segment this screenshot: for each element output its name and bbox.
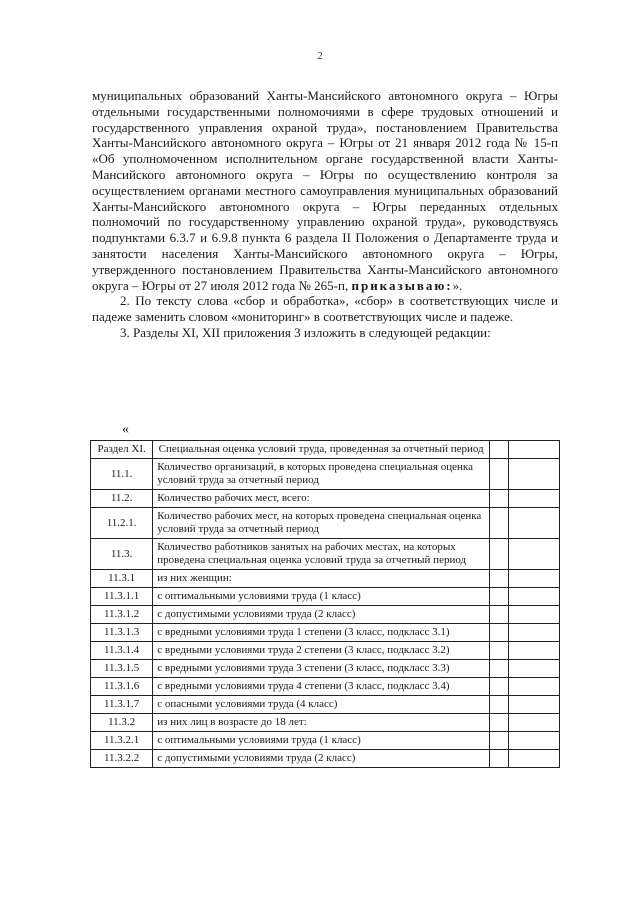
row-empty-cell	[490, 570, 509, 588]
table-row	[91, 732, 560, 750]
header-section-title: Специальная оценка условий труда, проведенная за отчетный период	[153, 441, 490, 459]
row-empty-cell	[490, 714, 509, 732]
table-header-row	[91, 441, 560, 459]
row-number-cell: 11.3.1.2	[91, 606, 153, 624]
row-empty-cell	[490, 660, 509, 678]
table-row	[91, 459, 560, 490]
table-row	[91, 570, 560, 588]
row-description-cell: с вредными условиями труда 2 степени (3 класс, подкласс 3.2)	[153, 642, 490, 660]
table-row	[91, 508, 560, 539]
row-empty-cell	[508, 624, 559, 642]
row-empty-cell	[490, 539, 509, 570]
row-empty-cell	[490, 588, 509, 606]
row-empty-cell	[508, 539, 559, 570]
row-empty-cell	[508, 696, 559, 714]
row-empty-cell	[508, 588, 559, 606]
table-row	[91, 490, 560, 508]
paragraph-2: 2. По тексту слова «сбор и обработка», «сбор» в соответствующих числе и падеже заменить словом «мониторинг» в соответствующих числе и падеже.	[92, 293, 558, 325]
row-number-cell: 11.3.2	[91, 714, 153, 732]
row-number-cell: 11.3.1.3	[91, 624, 153, 642]
row-empty-cell	[508, 660, 559, 678]
table-row	[91, 642, 560, 660]
row-empty-cell	[490, 732, 509, 750]
row-number-cell: 11.3.	[91, 539, 153, 570]
row-number-cell: 11.3.1.7	[91, 696, 153, 714]
row-empty-cell	[490, 490, 509, 508]
row-empty-cell	[490, 750, 509, 768]
header-section-number: Раздел XI.	[91, 441, 153, 459]
row-number-cell: 11.2.1.	[91, 508, 153, 539]
row-description-cell: с допустимыми условиями труда (2 класс)	[153, 606, 490, 624]
paragraph-1	[92, 88, 558, 293]
row-description-cell: с допустимыми условиями труда (2 класс)	[153, 750, 490, 768]
row-empty-cell	[508, 490, 559, 508]
row-number-cell: 11.3.1.5	[91, 660, 153, 678]
row-empty-cell	[490, 642, 509, 660]
row-number-cell: 11.3.1	[91, 570, 153, 588]
order-keyword: приказываю:	[351, 277, 453, 293]
row-empty-cell	[508, 642, 559, 660]
row-empty-cell	[490, 678, 509, 696]
paragraph-1-closing: ».	[452, 277, 463, 293]
opening-quote: «	[122, 422, 129, 437]
row-empty-cell	[508, 678, 559, 696]
paragraph-3: 3. Разделы XI, XII приложения 3 изложить в следующей редакции:	[120, 324, 491, 340]
document-body	[92, 88, 558, 341]
row-description-cell: Количество работников занятых на рабочих местах, на которых проведена специальная оценка условий труда за отчетный период	[153, 539, 490, 570]
row-empty-cell	[508, 570, 559, 588]
row-empty-cell	[508, 606, 559, 624]
table-row	[91, 714, 560, 732]
table-row	[91, 539, 560, 570]
table-row	[91, 696, 560, 714]
row-description-cell: с вредными условиями труда 4 степени (3 класс, подкласс 3.4)	[153, 678, 490, 696]
row-empty-cell	[490, 696, 509, 714]
page-number: 2	[317, 50, 323, 62]
row-number-cell: 11.2.	[91, 490, 153, 508]
row-number-cell: 11.3.1.1	[91, 588, 153, 606]
table-row	[91, 750, 560, 768]
row-description-cell: из них лиц в возрасте до 18 лет:	[153, 714, 490, 732]
table-row	[91, 678, 560, 696]
table-row	[91, 660, 560, 678]
row-number-cell: 11.3.1.4	[91, 642, 153, 660]
row-description-cell: из них женщин:	[153, 570, 490, 588]
row-description-cell: с оптимальными условиями труда (1 класс)	[153, 588, 490, 606]
row-description-cell: Количество организаций, в которых проведена специальная оценка условий труда за отчетный период	[153, 459, 490, 490]
row-description-cell: с вредными условиями труда 1 степени (3 класс, подкласс 3.1)	[153, 624, 490, 642]
row-number-cell: 11.3.2.1	[91, 732, 153, 750]
table-row	[91, 588, 560, 606]
row-empty-cell	[508, 459, 559, 490]
row-description-cell: с вредными условиями труда 3 степени (3 класс, подкласс 3.3)	[153, 660, 490, 678]
row-empty-cell	[508, 750, 559, 768]
row-description-cell: с оптимальными условиями труда (1 класс)	[153, 732, 490, 750]
row-empty-cell	[490, 606, 509, 624]
row-description-cell: с опасными условиями труда (4 класс)	[153, 696, 490, 714]
header-empty-cell	[490, 441, 509, 459]
row-empty-cell	[508, 508, 559, 539]
row-description-cell: Количество рабочих мест, на которых проведена специальная оценка условий труда за отчетный период	[153, 508, 490, 539]
row-empty-cell	[508, 714, 559, 732]
row-number-cell: 11.3.2.2	[91, 750, 153, 768]
paragraph-1-text: муниципальных образований Ханты-Мансийского автономного округа – Югры отдельными государственными полномочиями в сфере трудовых отношений и государственного управления охраной труда», постановлением Правительства Ханты-Мансийского автономного округа – Югры от 21 января 2012 года № 15-п «Об уполномоченном исполнительном органе государственной власти Ханты-Мансийского автономного округа – Югры по осуществлению контроля за осуществлением органами местного самоуправления муниципальных образований Ханты-Мансийского автономного округа – Югры переданных отдельных полномочий по государственному управлению охраной труда», руководствуясь подпунктами 6.3.7 и 6.9.8 пункта 6 раздела II Положения о Департаменте труда и занятости населения Ханты-Мансийского автономного округа – Югры, утвержденного постановлением Правительства Ханты-Мансийского автономного округа – Югры от 27 июля 2012 года № 265-п,	[92, 88, 558, 293]
row-description-cell: Количество рабочих мест, всего:	[153, 490, 490, 508]
table-row	[91, 606, 560, 624]
row-number-cell: 11.1.	[91, 459, 153, 490]
row-number-cell: 11.3.1.6	[91, 678, 153, 696]
section-table	[90, 440, 560, 768]
table-row	[91, 624, 560, 642]
header-empty-cell	[508, 441, 559, 459]
row-empty-cell	[490, 624, 509, 642]
row-empty-cell	[490, 508, 509, 539]
row-empty-cell	[490, 459, 509, 490]
row-empty-cell	[508, 732, 559, 750]
